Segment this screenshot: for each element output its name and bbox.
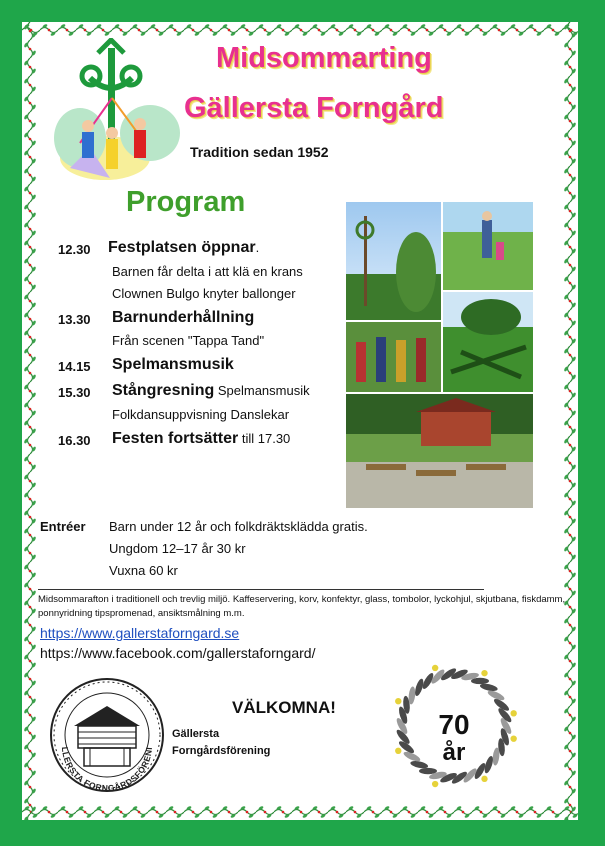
schedule-time: 12.30 [58,242,91,257]
association-name-line2: Forngårdsförening [172,745,271,757]
photo-collage [346,202,533,508]
facebook-link[interactable]: https://www.facebook.com/gallerstaforngard/ [40,645,316,661]
event-description: Midsommarafton i traditionell och trevlig miljö. Kaffeservering, korv, konfektyr, glass, tombolor, lyckohjul, skjutbana, fiskdamm, ponnyridning tipspromenad, ansiktsmålning m.m. [38,594,566,619]
entry-line: Barn under 12 år och folkdräktsklädda gratis. [109,519,368,534]
anniversary-number: 70 [438,709,470,740]
poster-title-line1: Midsommarting [216,42,432,74]
wreath-berry [432,665,438,671]
vine-border-bottom-icon [22,804,578,820]
poster-tagline: Tradition sedan 1952 [190,144,329,160]
maypole-dance-clipart-icon [50,38,190,193]
poster-title-line2: Gällersta Forngård [184,92,444,124]
wreath-leaf [419,768,437,774]
program-heading: Program [126,186,246,218]
schedule-time: 15.30 [58,385,91,400]
schedule-time: 13.30 [58,312,91,327]
schedule-detail: Från scenen "Tappa Tand" [112,333,265,348]
seal-text: LLERSTA FORNGÅRDSFÖRENI [59,746,155,794]
entry-line: Vuxna 60 kr [109,563,178,578]
schedule-time: 14.15 [58,359,91,374]
schedule-title: Spelmansmusik [112,356,234,373]
vine-border-right-icon [562,22,578,820]
vine-border-top-icon [22,22,578,38]
schedule-title: Barnunderhållning [112,309,255,326]
wreath-berry [395,698,401,704]
wreath-berry [481,776,487,782]
association-name-line1: Gällersta [172,728,220,740]
schedule-title: Festen fortsätter till 17.30 [112,430,291,447]
anniversary-unit: år [442,739,466,766]
schedule-detail: Folkdansuppvisning Danslekar [112,407,290,422]
schedule-detail: Barnen får delta i att klä en krans [112,264,303,279]
wreath-berry [432,781,438,787]
website-link[interactable]: https://www.gallerstaforngard.se [40,625,240,641]
schedule-detail: Clownen Bulgo knyter ballonger [112,286,296,301]
welcome-text: VÄLKOMNA! [232,698,336,717]
wreath-berry [510,710,516,716]
wreath-leaf [471,678,489,684]
divider [38,589,484,590]
wreath-berry [395,748,401,754]
schedule-time: 16.30 [58,433,91,448]
vine-border-left-icon [22,22,38,820]
entry-label: Entréer [40,519,86,534]
olive-wreath-icon [384,656,524,801]
wreath-berry [510,735,516,741]
schedule-title: Stångresning Spelmansmusik [112,382,310,399]
entry-line: Ungdom 12–17 år 30 kr [109,541,246,556]
wreath-berry [481,670,487,676]
association-seal-icon [48,676,166,799]
schedule-title: Festplatsen öppnar. [108,239,260,256]
